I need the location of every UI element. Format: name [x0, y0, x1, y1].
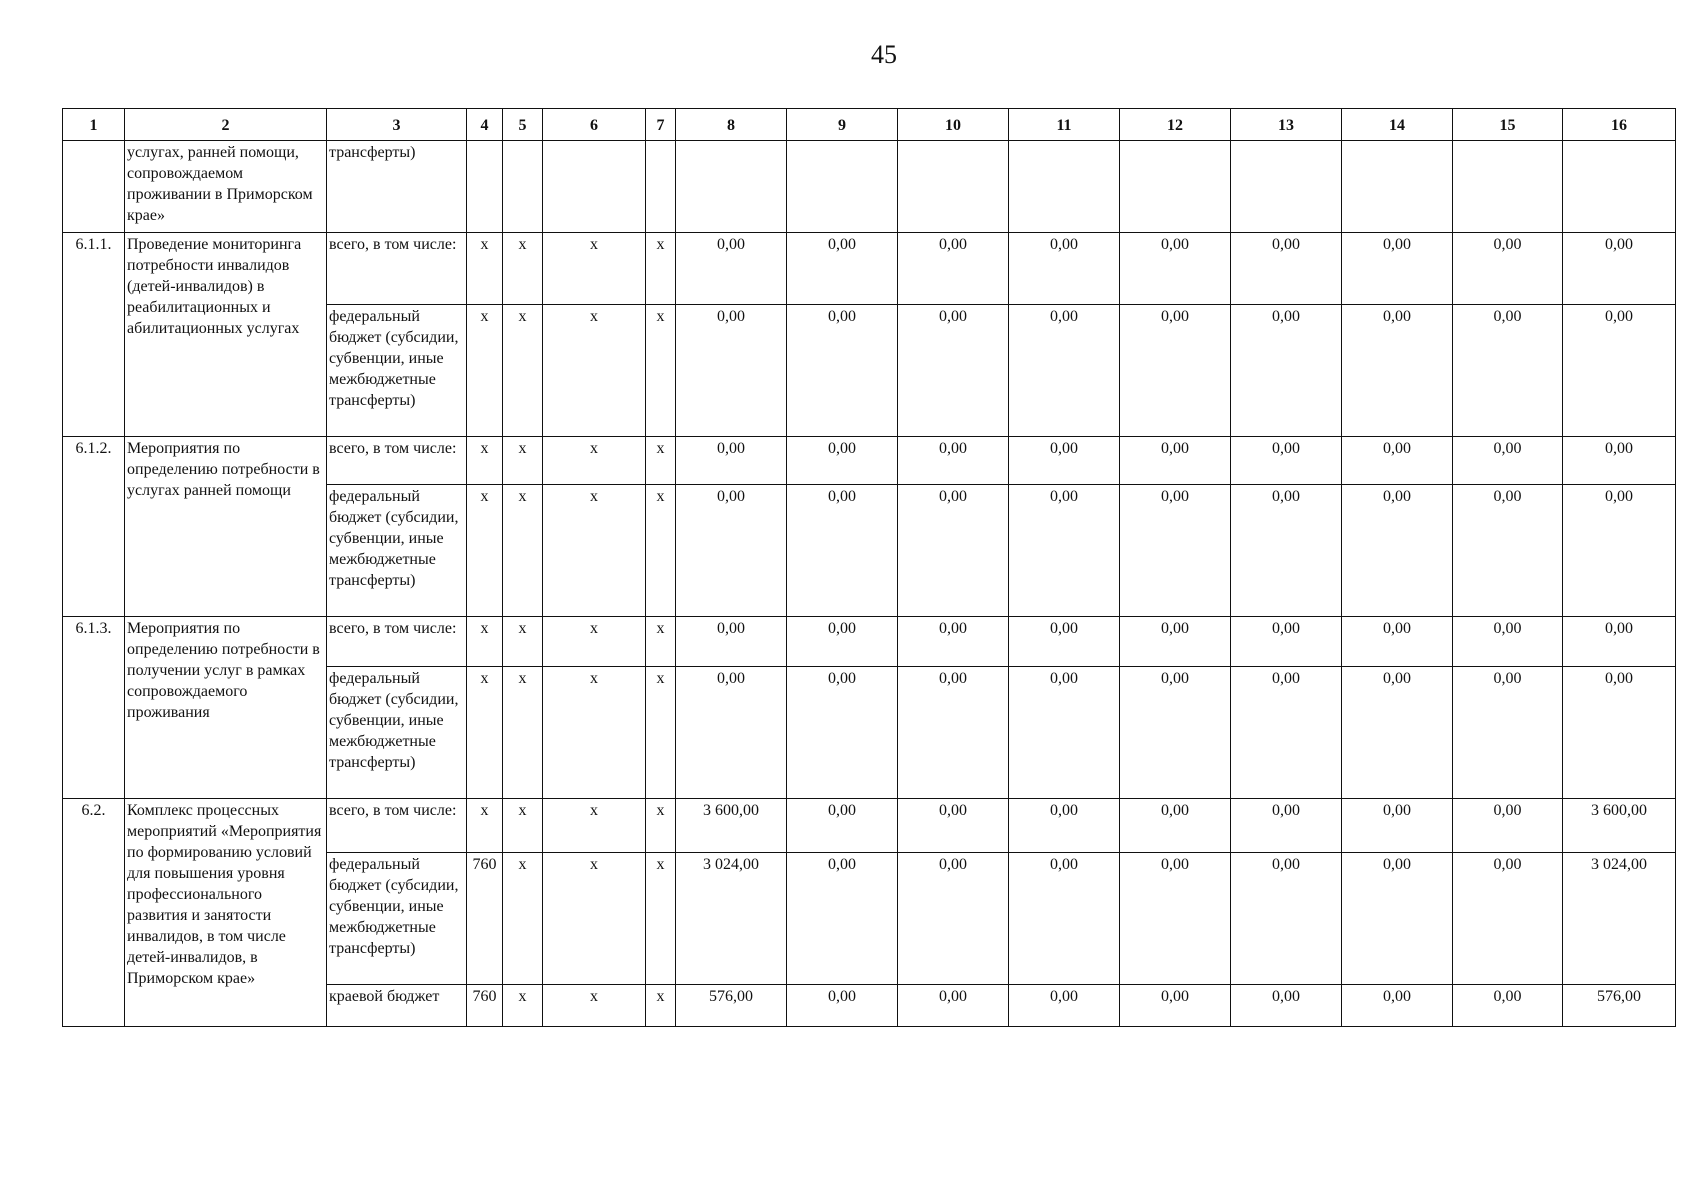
- column-header-14: 14: [1342, 109, 1453, 141]
- column-header-5: 5: [503, 109, 543, 141]
- code-cell-c7: x: [646, 305, 676, 437]
- value-cell-col16: 0,00: [1563, 667, 1676, 799]
- code-cell-c6: x: [543, 485, 646, 617]
- funding-source: всего, в том числе:: [327, 233, 467, 305]
- value-cell-col16: 576,00: [1563, 985, 1676, 1027]
- value-cell-col15: 0,00: [1453, 667, 1563, 799]
- value-cell-col11: 0,00: [1009, 305, 1120, 437]
- value-cell-col15: 0,00: [1453, 485, 1563, 617]
- value-cell-col13: 0,00: [1231, 305, 1342, 437]
- value-cell-col12: 0,00: [1120, 853, 1231, 985]
- value-cell-col9: 0,00: [787, 617, 898, 667]
- value-cell-col11: 0,00: [1009, 853, 1120, 985]
- value-cell-col8: 0,00: [676, 667, 787, 799]
- budget-table: [62, 108, 1676, 1027]
- code-cell-c5: x: [503, 799, 543, 853]
- header-row: [63, 109, 1676, 141]
- value-cell-col12: 0,00: [1120, 799, 1231, 853]
- value-cell-col16: 0,00: [1563, 617, 1676, 667]
- code-cell-c7: x: [646, 617, 676, 667]
- code-cell-c6: x: [543, 617, 646, 667]
- value-cell-col15: 0,00: [1453, 305, 1563, 437]
- value-cell-col13: 0,00: [1231, 233, 1342, 305]
- value-cell-col10: 0,00: [898, 233, 1009, 305]
- value-cell-col9: 0,00: [787, 985, 898, 1027]
- measure-name: Мероприятия по определению потребности в получении услуг в рамках сопровождаемого проживания: [125, 617, 327, 799]
- value-cell-col16: 0,00: [1563, 305, 1676, 437]
- value-cell-col15: 0,00: [1453, 799, 1563, 853]
- value-cell-col13: 0,00: [1231, 617, 1342, 667]
- value-cell-col13: 0,00: [1231, 437, 1342, 485]
- value-cell-col15: 0,00: [1453, 437, 1563, 485]
- value-cell-col9: 0,00: [787, 853, 898, 985]
- value-cell-col10: 0,00: [898, 437, 1009, 485]
- value-cell-col8: 0,00: [676, 233, 787, 305]
- value-cell-col11: 0,00: [1009, 437, 1120, 485]
- table-row: [63, 799, 1676, 853]
- table-body: [63, 141, 1676, 1027]
- code-cell-c5: x: [503, 985, 543, 1027]
- code-cell-c7: x: [646, 667, 676, 799]
- value-cell-col9: 0,00: [787, 799, 898, 853]
- column-header-10: 10: [898, 109, 1009, 141]
- value-cell-col16: 3 024,00: [1563, 853, 1676, 985]
- code-cell-c7: x: [646, 799, 676, 853]
- funding-source: федеральный бюджет (субсидии, субвенции, иные межбюджетные трансферты): [327, 667, 467, 799]
- row-index: 6.1.2.: [63, 437, 125, 617]
- column-header-15: 15: [1453, 109, 1563, 141]
- code-cell-c5: x: [503, 667, 543, 799]
- code-cell-c5: x: [503, 485, 543, 617]
- funding-source: федеральный бюджет (субсидии, субвенции, иные межбюджетные трансферты): [327, 305, 467, 437]
- code-cell-c6: x: [543, 853, 646, 985]
- code-cell-c7: x: [646, 485, 676, 617]
- code-cell-c4: 760: [467, 853, 503, 985]
- value-cell-col9: 0,00: [787, 485, 898, 617]
- code-cell-c6: x: [543, 305, 646, 437]
- code-cell-c6: x: [543, 985, 646, 1027]
- value-cell-col11: 0,00: [1009, 985, 1120, 1027]
- value-cell-col11: 0,00: [1009, 233, 1120, 305]
- empty-cell: [1120, 141, 1231, 233]
- table-row: [63, 233, 1676, 305]
- table-row: [63, 437, 1676, 485]
- value-cell-col14: 0,00: [1342, 667, 1453, 799]
- page-number: 45: [871, 40, 897, 69]
- value-cell-col15: 0,00: [1453, 233, 1563, 305]
- value-cell-col8: 576,00: [676, 985, 787, 1027]
- value-cell-col14: 0,00: [1342, 305, 1453, 437]
- code-cell-c7: x: [646, 985, 676, 1027]
- column-header-3: 3: [327, 109, 467, 141]
- code-cell-c4: x: [467, 799, 503, 853]
- code-cell-c6: x: [543, 667, 646, 799]
- value-cell-col12: 0,00: [1120, 985, 1231, 1027]
- value-cell-col10: 0,00: [898, 305, 1009, 437]
- value-cell-col12: 0,00: [1120, 233, 1231, 305]
- empty-cell: [1231, 141, 1342, 233]
- value-cell-col11: 0,00: [1009, 485, 1120, 617]
- row-index: 6.1.3.: [63, 617, 125, 799]
- value-cell-col15: 0,00: [1453, 985, 1563, 1027]
- column-header-7: 7: [646, 109, 676, 141]
- funding-source: краевой бюджет: [327, 985, 467, 1027]
- value-cell-col16: 3 600,00: [1563, 799, 1676, 853]
- column-header-2: 2: [125, 109, 327, 141]
- value-cell-col15: 0,00: [1453, 853, 1563, 985]
- measure-name: Проведение мониторинга потребности инвалидов (детей-инвалидов) в реабилитационных и абилитационных услугах: [125, 233, 327, 437]
- column-header-16: 16: [1563, 109, 1676, 141]
- value-cell-col8: 0,00: [676, 437, 787, 485]
- value-cell-col10: 0,00: [898, 985, 1009, 1027]
- code-cell-c4: x: [467, 233, 503, 305]
- column-header-1: 1: [63, 109, 125, 141]
- continuation-row: [63, 141, 1676, 233]
- continuation-index: [63, 141, 125, 233]
- empty-cell: [646, 141, 676, 233]
- empty-cell: [1563, 141, 1676, 233]
- value-cell-col14: 0,00: [1342, 485, 1453, 617]
- empty-cell: [898, 141, 1009, 233]
- code-cell-c5: x: [503, 437, 543, 485]
- code-cell-c5: x: [503, 617, 543, 667]
- table-row: [63, 617, 1676, 667]
- measure-name: Комплекс процессных мероприятий «Мероприятия по формированию условий для повышения уровня профессионального развития и занятости инвалидов, в том числе детей-инвалидов, в Приморском крае»: [125, 799, 327, 1027]
- value-cell-col14: 0,00: [1342, 853, 1453, 985]
- code-cell-c4: x: [467, 437, 503, 485]
- code-cell-c7: x: [646, 853, 676, 985]
- value-cell-col11: 0,00: [1009, 667, 1120, 799]
- empty-cell: [787, 141, 898, 233]
- code-cell-c6: x: [543, 437, 646, 485]
- value-cell-col14: 0,00: [1342, 233, 1453, 305]
- value-cell-col14: 0,00: [1342, 799, 1453, 853]
- value-cell-col8: 0,00: [676, 485, 787, 617]
- value-cell-col11: 0,00: [1009, 617, 1120, 667]
- code-cell-c4: x: [467, 667, 503, 799]
- value-cell-col16: 0,00: [1563, 437, 1676, 485]
- code-cell-c4: 760: [467, 985, 503, 1027]
- code-cell-c6: x: [543, 799, 646, 853]
- value-cell-col8: 0,00: [676, 617, 787, 667]
- code-cell-c5: x: [503, 853, 543, 985]
- code-cell-c4: x: [467, 305, 503, 437]
- empty-cell: [543, 141, 646, 233]
- value-cell-col8: 3 600,00: [676, 799, 787, 853]
- value-cell-col10: 0,00: [898, 617, 1009, 667]
- column-header-8: 8: [676, 109, 787, 141]
- value-cell-col8: 0,00: [676, 305, 787, 437]
- continuation-name: услугах, ранней помощи, сопровождаемом проживании в Приморском крае»: [125, 141, 327, 233]
- code-cell-c4: x: [467, 617, 503, 667]
- empty-cell: [1009, 141, 1120, 233]
- value-cell-col8: 3 024,00: [676, 853, 787, 985]
- value-cell-col9: 0,00: [787, 233, 898, 305]
- value-cell-col10: 0,00: [898, 799, 1009, 853]
- value-cell-col9: 0,00: [787, 437, 898, 485]
- code-cell-c4: x: [467, 485, 503, 617]
- empty-cell: [467, 141, 503, 233]
- code-cell-c5: x: [503, 305, 543, 437]
- value-cell-col13: 0,00: [1231, 799, 1342, 853]
- value-cell-col9: 0,00: [787, 667, 898, 799]
- value-cell-col16: 0,00: [1563, 233, 1676, 305]
- value-cell-col13: 0,00: [1231, 485, 1342, 617]
- value-cell-col12: 0,00: [1120, 667, 1231, 799]
- column-header-6: 6: [543, 109, 646, 141]
- code-cell-c6: x: [543, 233, 646, 305]
- funding-source: всего, в том числе:: [327, 799, 467, 853]
- funding-source: федеральный бюджет (субсидии, субвенции, иные межбюджетные трансферты): [327, 853, 467, 985]
- empty-cell: [676, 141, 787, 233]
- value-cell-col14: 0,00: [1342, 437, 1453, 485]
- value-cell-col12: 0,00: [1120, 485, 1231, 617]
- row-index: 6.1.1.: [63, 233, 125, 437]
- funding-source: всего, в том числе:: [327, 617, 467, 667]
- column-header-12: 12: [1120, 109, 1231, 141]
- code-cell-c7: x: [646, 437, 676, 485]
- value-cell-col14: 0,00: [1342, 985, 1453, 1027]
- value-cell-col9: 0,00: [787, 305, 898, 437]
- row-index: 6.2.: [63, 799, 125, 1027]
- code-cell-c7: x: [646, 233, 676, 305]
- empty-cell: [503, 141, 543, 233]
- value-cell-col10: 0,00: [898, 485, 1009, 617]
- value-cell-col11: 0,00: [1009, 799, 1120, 853]
- value-cell-col12: 0,00: [1120, 617, 1231, 667]
- value-cell-col10: 0,00: [898, 667, 1009, 799]
- column-header-13: 13: [1231, 109, 1342, 141]
- value-cell-col13: 0,00: [1231, 667, 1342, 799]
- continuation-source: трансферты): [327, 141, 467, 233]
- empty-cell: [1453, 141, 1563, 233]
- value-cell-col14: 0,00: [1342, 617, 1453, 667]
- value-cell-col13: 0,00: [1231, 853, 1342, 985]
- value-cell-col13: 0,00: [1231, 985, 1342, 1027]
- value-cell-col16: 0,00: [1563, 485, 1676, 617]
- funding-source: всего, в том числе:: [327, 437, 467, 485]
- value-cell-col12: 0,00: [1120, 305, 1231, 437]
- funding-source: федеральный бюджет (субсидии, субвенции, иные межбюджетные трансферты): [327, 485, 467, 617]
- column-header-4: 4: [467, 109, 503, 141]
- value-cell-col10: 0,00: [898, 853, 1009, 985]
- code-cell-c5: x: [503, 233, 543, 305]
- value-cell-col12: 0,00: [1120, 437, 1231, 485]
- column-header-11: 11: [1009, 109, 1120, 141]
- empty-cell: [1342, 141, 1453, 233]
- measure-name: Мероприятия по определению потребности в услугах ранней помощи: [125, 437, 327, 617]
- column-header-9: 9: [787, 109, 898, 141]
- value-cell-col15: 0,00: [1453, 617, 1563, 667]
